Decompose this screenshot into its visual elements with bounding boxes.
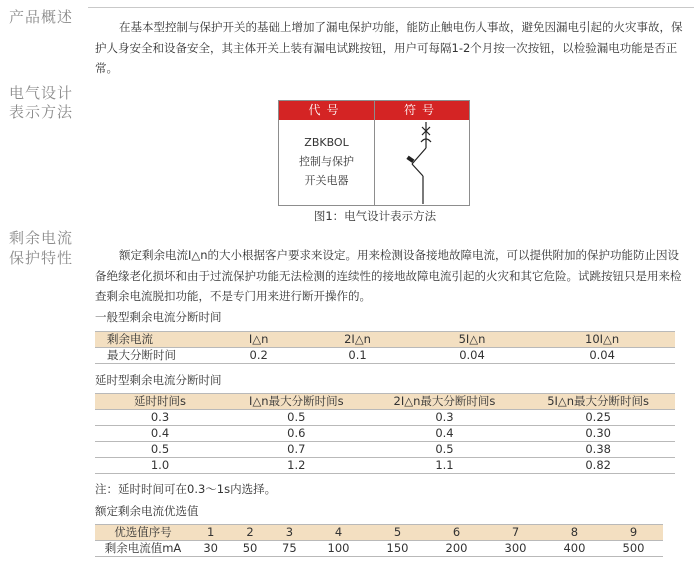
delay-note: 注：延时时间可在0.3～1s内选择。 [95,482,277,496]
figure-code-text [279,133,374,190]
residual-paragraph [95,245,687,307]
table1-cell: 最大分断时间 [95,348,217,364]
table2-cell: 1.2 [225,458,368,474]
table2-header-cell: 延时时间s [95,394,225,410]
table3-header-cell: 6 [427,525,486,541]
delay-breaking-time-table [95,393,675,474]
table2-header-cell: 5I△n最大分断时间s [521,394,675,410]
table3-cell: 150 [368,541,427,557]
table1-header-row [95,332,675,348]
preferred-current-table [95,524,663,557]
table3-header-cell: 1 [191,525,230,541]
table1-header-cell: 2I△n [300,332,414,348]
table1-title: 一般型剩余电流分断时间 [95,310,222,324]
table2-cell: 0.3 [368,410,522,426]
table2-cell: 0.4 [95,426,225,442]
section-title-design-1: 电气设计 [9,84,74,102]
table3-cell: 200 [427,541,486,557]
table2-cell: 0.5 [225,410,368,426]
section-title-residual-2: 保护特性 [9,249,74,267]
table2-title: 延时型剩余电流分断时间 [95,373,222,387]
figure-code-line3: 开关电器 [304,174,349,187]
table3-header-cell: 3 [270,525,309,541]
section-title-residual-1: 剩余电流 [9,229,74,247]
residual-text: 额定剩余电流I△n的大小根据客户要求来设定。用来检测设备接地故障电流，可以提供附加的保护功能防止因设备绝缘老化损坏和由于过流保护功能无法检测的连续性的接地故障电流引起的火灾和其它危险。试跳按钮只是用来检查剩余电流脱扣功能，不是专门用来进行断开操作的。 [95,248,682,303]
table3-header-cell: 7 [486,525,545,541]
table2-header-cell: I△n最大分断时间s [225,394,368,410]
electrical-design-figure [278,100,470,206]
table3-cell: 300 [486,541,545,557]
overview-paragraph [95,17,687,79]
table2-cell: 0.30 [521,426,675,442]
table1-header-cell: 5I△n [415,332,529,348]
table-row [95,541,663,557]
table2-cell: 0.38 [521,442,675,458]
table2-header-row [95,394,675,410]
table2-cell: 1.0 [95,458,225,474]
table-row [95,410,675,426]
figure-symbol-header: 符号 [375,101,469,120]
figure-code-line2: 控制与保护 [299,155,354,168]
table2-cell: 0.5 [368,442,522,458]
top-divider [88,7,694,8]
table-row [95,458,675,474]
table-row [95,348,675,364]
table3-cell: 剩余电流值mA [95,541,191,557]
table1-cell: 0.04 [415,348,529,364]
figure-code-header: 代号 [279,101,374,120]
table1-cell: 0.04 [529,348,675,364]
table2-cell: 0.4 [368,426,522,442]
table3-cell: 100 [309,541,368,557]
table2-cell: 0.82 [521,458,675,474]
table1-cell: 0.2 [217,348,300,364]
breaker-symbol-icon [375,120,469,204]
table3-header-row [95,525,663,541]
table3-header-cell: 2 [230,525,269,541]
table3-cell: 400 [545,541,604,557]
table3-title: 额定剩余电流优选值 [95,504,199,518]
figure-code-column [279,101,374,205]
overview-text: 在基本型控制与保护开关的基础上增加了漏电保护功能，能防止触电伤人事故，避免因漏电引起的火灾事故，保护人身安全和设备安全，其主体开关上装有漏电试跳按钮，用户可每隔1-2个月按一次按钮，以检验漏电功能是否正常。 [95,20,683,75]
table-row [95,442,675,458]
table1-header-cell: 剩余电流 [95,332,217,348]
general-breaking-time-table [95,331,675,364]
table3-cell: 500 [604,541,663,557]
table-row [95,426,675,442]
table3-cell: 50 [230,541,269,557]
table2-header-cell: 2I△n最大分断时间s [368,394,522,410]
table3-cell: 75 [270,541,309,557]
table3-header-cell: 优选值序号 [95,525,191,541]
table2-cell: 0.25 [521,410,675,426]
table2-cell: 0.6 [225,426,368,442]
table1-header-cell: I△n [217,332,300,348]
table1-cell: 0.1 [300,348,414,364]
figure-code-line1: ZBKBOL [304,136,349,149]
table3-header-cell: 8 [545,525,604,541]
section-title-design-2: 表示方法 [9,103,74,121]
table3-header-cell: 9 [604,525,663,541]
section-title-overview: 产品概述 [9,8,74,26]
table3-cell: 30 [191,541,230,557]
table2-cell: 1.1 [368,458,522,474]
table1-header-cell: 10I△n [529,332,675,348]
table2-cell: 0.7 [225,442,368,458]
table2-cell: 0.3 [95,410,225,426]
figure-symbol-column [375,101,469,205]
figure-caption: 图1：电气设计表示方法 [313,209,437,223]
table3-header-cell: 4 [309,525,368,541]
table2-cell: 0.5 [95,442,225,458]
table3-header-cell: 5 [368,525,427,541]
